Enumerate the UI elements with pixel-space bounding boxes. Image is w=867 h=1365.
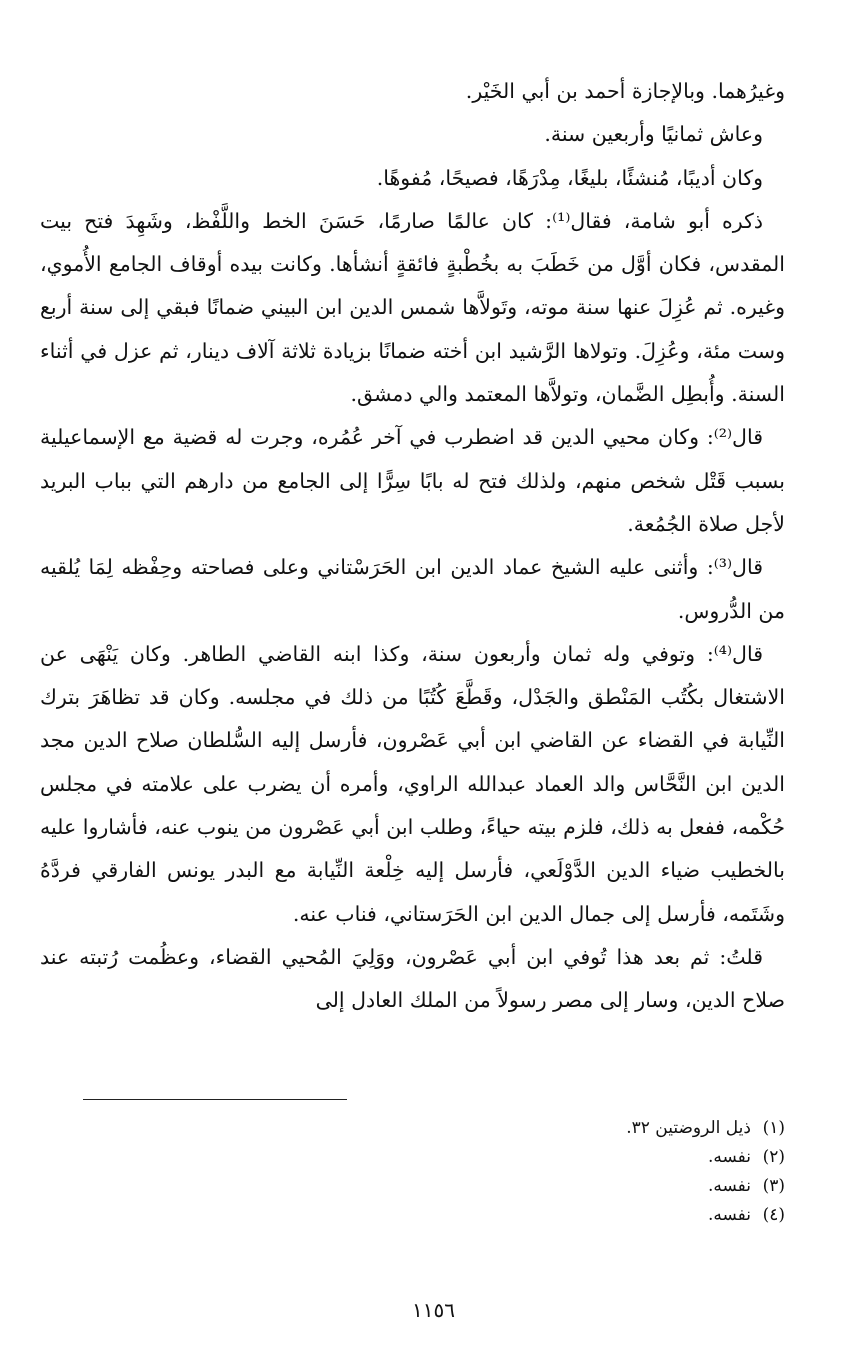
footnote-mark: (٣) [762, 1176, 785, 1196]
footnote [300, 1172, 785, 1201]
footnote-text: نفسه. [707, 1205, 751, 1225]
paragraph: وكان أديبًا، مُنشئًا، بليغًا، مِدْرَهًا، فصيحًا، مُفوهًا. [376, 165, 763, 190]
footnote-text: نفسه. [707, 1147, 751, 1167]
paragraph: قال⁽⁴⁾: وتوفي وله ثمان وأربعون سنة، وكذا ابنه القاضي الطاهر. وكان يَنْهَى عن الاشتغال بكُتُب المَنْطق والجَدْل، وقَطَّعَ كُتُبًا من ذلك في مجلسه. وكان قد تظاهَرَ بترك النِّيابة في القضاء عن القاضي ابن أبي عَصْرون، فأرسل إليه السُّلطان صلاح الدين مجد الدين ابن النَّحَّاس والد العماد عبدالله الراوي، وأمره أن يضرب على علامته في مجلس حُكْمه، ففعل به ذلك، فلزم بيته حياءً، وطلب ابن أبي عَصْرون من ينوب عنه، فأشاروا عليه بالخطيب ضياء الدين الدَّوْلَعي، فأرسل إليه خِلْعة النِّيابة مع البدر يونس الفارقي فردَّهُ وشَتَمه، فأرسل إلى جمال الدين ابن الحَرَستاني، فناب عنه. [40, 641, 785, 926]
paragraph: وغيرُهما. وبالإجازة أحمد بن أبي الخَيْر. [465, 79, 785, 103]
paragraph: قلتُ: ثم بعد هذا تُوفي ابن أبي عَصْرون، ووَلِيَ المُحيي القضاء، وعظُمت رُتبته عند صلاح الدين، وسار إلى مصر رسولاً من الملك العادل إلى [40, 944, 785, 1013]
paragraph: قال⁽³⁾: وأثنى عليه الشيخ عماد الدين ابن الحَرَسْتاني وعلى فصاحته وحِفْظه لِمَا يُلقيه من الدُّروس. [40, 555, 785, 623]
footnote-text: ذيل الروضتين ٣٢. [626, 1118, 751, 1138]
footnotes [300, 1114, 785, 1230]
footnote-text: نفسه. [707, 1176, 751, 1196]
footnote-divider [83, 1099, 347, 1100]
footnote [300, 1143, 785, 1172]
footnote-mark: (٤) [762, 1205, 785, 1225]
paragraph: ذكره أبو شامة، فقال⁽¹⁾: كان عالمًا صارمًا، حَسَنَ الخط واللَّفْظ، وشَهِدَ فتح بيت المقدس، فكان أوَّل من خَطَبَ به بخُطْبةٍ فائقةٍ أنشأها. وكانت بيده أوقاف الجامع الأُموي، وغيره. ثم عُزِلَ عنها سنة موته، وتَولاَّها شمس الدين ابن البيني ضمانًا فبقي إلى سنة أربع وست مئة، وعُزِلَ. وتولاها الرَّشيد ابن أخته ضمانًا بزيادة ثلاثة آلاف دينار، ثم عزل في أثناء السنة. وأُبطِل الضَّمان، وتولاَّها المعتمد والي دمشق. [40, 208, 785, 407]
paragraph: قال⁽²⁾: وكان محيي الدين قد اضطرب في آخر عُمُره، وجرت له قضية مع الإسماعيلية بسبب قَتْل شخص منهم، ولذلك فتح له بابًا سِرًّا إلى الجامع من دارهم التي بباب البريد لأجل صلاة الجُمُعة. [40, 425, 785, 536]
footnote [300, 1201, 785, 1230]
main-text [40, 70, 785, 1023]
footnote-mark: (٢) [762, 1147, 785, 1167]
footnote [300, 1114, 785, 1143]
footnote-mark: (١) [762, 1118, 785, 1138]
page-number: ١١٥٦ [412, 1298, 455, 1322]
paragraph: وعاش ثمانيًا وأربعين سنة. [544, 122, 763, 147]
